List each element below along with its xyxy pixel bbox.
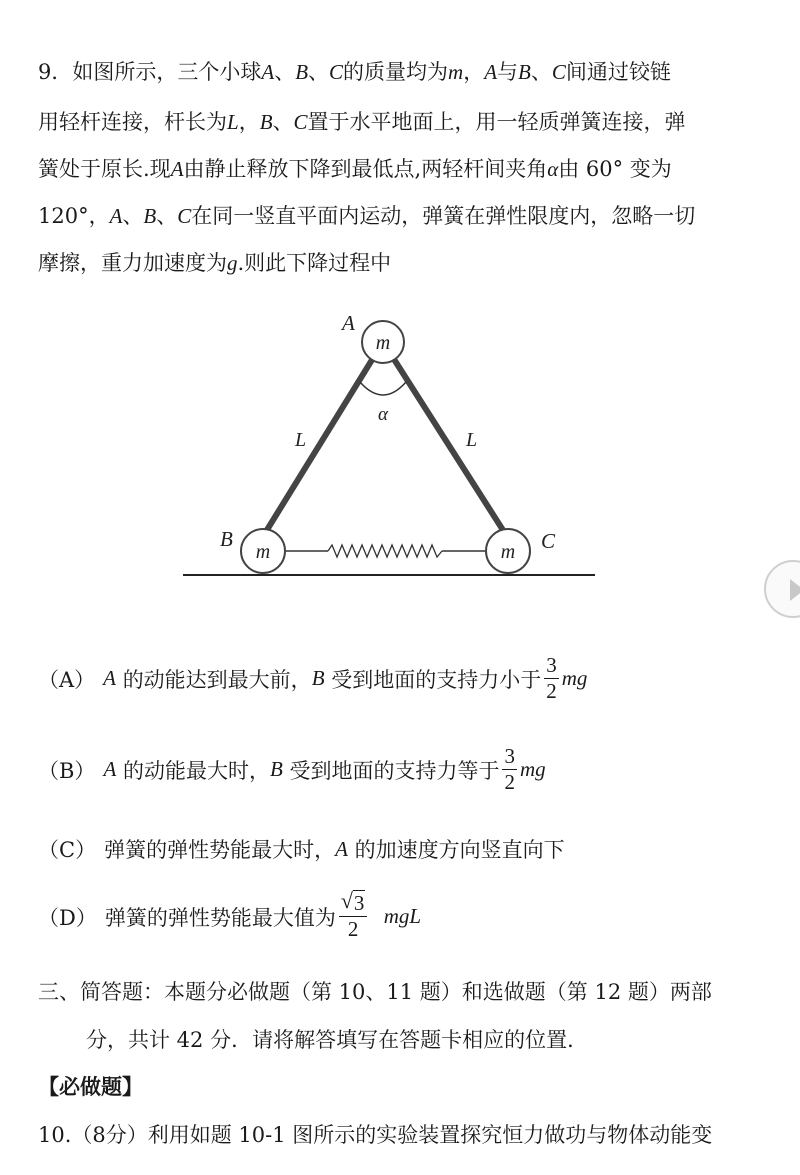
option-c: （C） 弹簧的弹性势能最大时， A 的加速度方向竖直向下 — [38, 836, 565, 862]
option-d: （D） 弹簧的弹性势能最大值为 √ 3 2 mgL — [38, 888, 422, 941]
rod-left-label: L — [295, 429, 307, 451]
section3-line-2: 分，共计 42 分．请将解答填写在答题卡相应的位置． — [86, 1028, 589, 1052]
chevron-right-icon — [790, 579, 800, 601]
next-page-button[interactable] — [764, 560, 800, 618]
rod-left — [262, 342, 383, 538]
spring — [286, 545, 485, 557]
angle-label: α — [378, 404, 388, 425]
label-c: C — [541, 529, 556, 553]
fraction-three-halves: $\frac{3}{2}$ — [504, 744, 515, 794]
fraction-sqrt3-halves: √ 3 2 — [339, 893, 368, 940]
rod-right — [383, 342, 508, 538]
label-a: A — [342, 311, 355, 335]
ball-b-mass: m — [255, 541, 271, 563]
label-b: B — [220, 527, 233, 551]
required-heading: 【必做题】 — [38, 1074, 143, 1099]
angle-arc — [360, 382, 406, 395]
q9-line-5: 摩擦，重力加速度为g.则此下降过程中 — [38, 251, 392, 275]
rod-right-label: L — [466, 429, 478, 451]
physics-figure — [180, 310, 600, 590]
q9-line-1: 9．如图所示，三个小球A、B、C的质量均为m，A与B、C间通过铰链 — [38, 60, 671, 84]
ball-c-mass: m — [500, 541, 516, 563]
fraction-three-halves: $\frac{3}{2}$ — [546, 653, 557, 703]
q10-line-1: 10.（8分）利用如题 10-1 图所示的实验装置探究恒力做功与物体动能变 — [38, 1123, 713, 1147]
q9-line-4: 120°，A、B、C在同一竖直平面内运动，弹簧在弹性限度内，忽略一切 — [38, 204, 696, 228]
option-b: （B） A 的动能最大时， B 受到地面的支持力等于 $\frac{3}{2}$ mg — [38, 744, 546, 794]
q9-line-2: 用轻杆连接，杆长为L，B、C置于水平地面上，用一轻质弹簧连接，弹 — [38, 110, 686, 134]
section3-line-1: 三、简答题：本题分必做题（第 10、11 题）和选做题（第 12 题）两部 — [38, 980, 712, 1004]
ball-a-mass: m — [375, 332, 391, 354]
option-a: （A） A 的动能达到最大前， B 受到地面的支持力小于 $\frac{3}{2}$ mg — [38, 653, 588, 703]
q9-line-3: 簧处于原长.现A由静止释放下降到最低点,两轻杆间夹角α由 60° 变为 — [38, 157, 672, 181]
